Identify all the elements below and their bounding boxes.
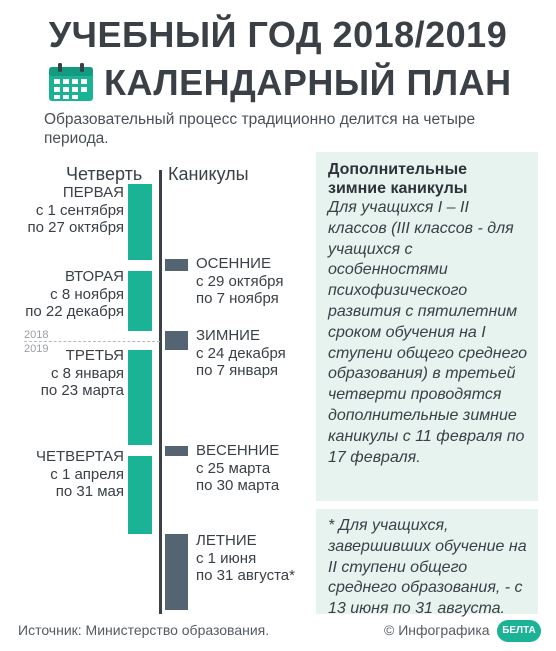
note-box-text: * Для учащихся, завершивших обучение на II ступени общего среднего образования, - с 13 июня по 31 августа. bbox=[328, 517, 527, 618]
quarter-label-4 bbox=[0, 448, 124, 501]
quarter-bar-1 bbox=[128, 184, 152, 260]
holiday-from: с 1 июня bbox=[196, 549, 257, 567]
year-label-lower: 2019 bbox=[24, 343, 49, 355]
quarter-name: ВТОРАЯ bbox=[65, 268, 124, 285]
holiday-name: ЛЕТНИЕ bbox=[196, 532, 257, 549]
quarter-to: по 22 декабря bbox=[25, 303, 124, 320]
quarter-label-1 bbox=[0, 184, 124, 237]
intro-text: Образовательный процесс традиционно делится на четыре периода. bbox=[44, 111, 476, 147]
quarter-bar-2 bbox=[128, 271, 152, 331]
holiday-label-autumn bbox=[196, 255, 326, 308]
quarter-label-2 bbox=[0, 268, 124, 321]
quarter-to: по 27 октября bbox=[27, 219, 124, 236]
holidays-column-header: Каникулы bbox=[168, 164, 249, 184]
holiday-to: по 31 августа* bbox=[196, 567, 295, 584]
note-box bbox=[316, 509, 538, 618]
year-divider bbox=[24, 341, 160, 342]
quarter-bar-3 bbox=[128, 350, 152, 445]
quarter-to: по 31 мая bbox=[55, 483, 124, 500]
holiday-bar-summer bbox=[165, 534, 188, 610]
quarter-name: ТРЕТЬЯ bbox=[65, 347, 124, 364]
calendar-icon bbox=[48, 62, 94, 102]
quarters-column-header: Четверть bbox=[66, 164, 143, 184]
holiday-bar-autumn bbox=[165, 259, 188, 271]
belta-logo: БЕЛТА bbox=[497, 620, 541, 642]
quarter-from: с 1 апреля bbox=[50, 465, 124, 483]
holiday-to: по 30 марта bbox=[196, 477, 280, 494]
page-title: УЧЕБНЫЙ ГОД 2018/2019 bbox=[48, 14, 508, 55]
holiday-from: с 25 марта bbox=[196, 459, 271, 477]
holiday-bar-winter bbox=[165, 331, 188, 350]
holiday-name: ВЕСЕННИЕ bbox=[196, 442, 280, 459]
year-label-upper: 2018 bbox=[24, 329, 49, 341]
holiday-to: по 7 января bbox=[196, 362, 278, 379]
holiday-bar-spring bbox=[165, 446, 188, 456]
source-text: Источник: Министерство образования. bbox=[18, 622, 270, 638]
info-box-title: Дополнительные зимние каникулы bbox=[328, 161, 468, 197]
info-box-text: Для учащихся I – II классов (III классов - для учащихся с особенностями психофизического развития с пятилетним сроком обучения на I ступени общего среднего образования) в третьей четверти проводятся дополнительные зимние каникулы с 11 февраля по 17 февраля. bbox=[328, 199, 528, 466]
info-box bbox=[316, 152, 538, 501]
quarter-from: с 8 ноября bbox=[50, 285, 124, 303]
page-subtitle: КАЛЕНДАРНЫЙ ПЛАН bbox=[104, 62, 512, 103]
quarter-from: с 8 января bbox=[50, 364, 124, 382]
quarter-from: с 1 сентября bbox=[35, 201, 124, 219]
quarter-label-3 bbox=[0, 347, 124, 400]
holiday-label-winter bbox=[196, 327, 326, 380]
holiday-name: ЗИМНИЕ bbox=[196, 327, 260, 344]
holiday-from: с 24 декабря bbox=[196, 344, 286, 362]
holiday-from: с 29 октября bbox=[196, 272, 284, 290]
holiday-to: по 7 ноября bbox=[196, 290, 279, 307]
quarter-name: ЧЕТВЕРТАЯ bbox=[35, 448, 124, 465]
quarter-to: по 23 марта bbox=[40, 382, 124, 399]
quarter-name: ПЕРВАЯ bbox=[62, 184, 124, 201]
holiday-label-summer bbox=[196, 532, 326, 585]
credit-text: © Инфографика bbox=[384, 622, 490, 638]
quarter-bar-4 bbox=[128, 456, 152, 534]
holiday-name: ОСЕННИЕ bbox=[196, 255, 271, 272]
holiday-label-spring bbox=[196, 442, 326, 495]
timeline-axis bbox=[159, 170, 162, 614]
